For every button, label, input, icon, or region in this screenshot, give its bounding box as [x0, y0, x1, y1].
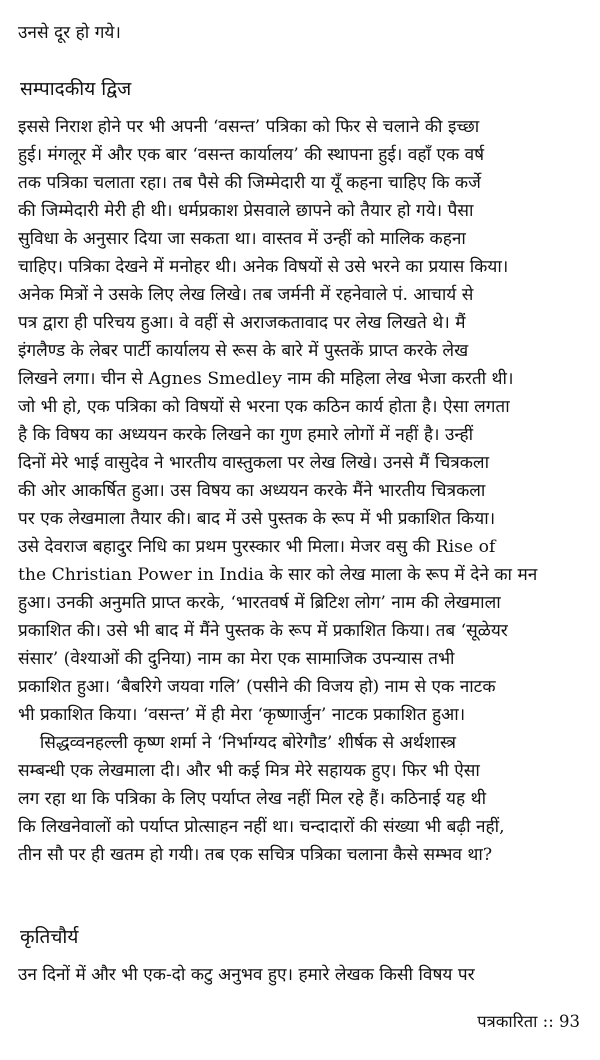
- text-line: उन दिनों में और भी एक-दो कटु अनुभव हुए। हमारे लेखक किसी विषय पर: [18, 965, 475, 985]
- text-line: तीन सौ पर ही खतम हो गयी। तब एक सचित्र पत्रिका चलाना कैसे सम्भव था?: [18, 845, 493, 865]
- section-heading-sampadakiya: सम्पादकीय द्विज: [20, 78, 132, 100]
- text-line: सुविधा के अनुसार दिया जा सकता था। वास्तव में उन्हीं को मालिक कहना: [18, 229, 466, 249]
- text-line: हुई। मंगलूर में और एक बार ‘वसन्त कार्यालय’ की स्थापना हुई। वहाँ एक वर्ष: [18, 145, 485, 165]
- text-line: अनेक मित्रों ने उसके लिए लेख लिखे। तब जर्मनी में रहनेवाले पं. आचार्य से: [18, 285, 474, 305]
- text-line: इससे निराश होने पर भी अपनी ‘वसन्त’ पत्रिका को फिर से चलाने की इच्छा: [18, 117, 480, 137]
- opening-line: उनसे दूर हो गये।: [18, 23, 121, 43]
- text-line: इंगलैण्ड के लेबर पार्टी कार्यालय से रूस के बारे में पुस्तकें प्राप्त करके लेख: [18, 341, 469, 361]
- text-line: सम्बन्धी एक लेखमाला दी। और भी कई मित्र मेरे सहायक हुए। फिर भी ऐसा: [18, 761, 480, 781]
- page-footer: पत्रकारिता :: 93: [477, 1012, 580, 1031]
- text-line: जो भी हो, एक पत्रिका को विषयों से भरना एक कठिन कार्य होता है। ऐसा लगता: [18, 397, 510, 417]
- text-line: हुआ। उनकी अनुमति प्राप्त करके, ‘भारतवर्ष में ब्रिटिश लोग’ नाम की लेखमाला: [18, 593, 501, 613]
- text-line: लिखने लगा। चीन से Agnes Smedley नाम की महिला लेख भेजा करती थी।: [18, 369, 514, 389]
- text-line: पर एक लेखमाला तैयार की। बाद में उसे पुस्तक के रूप में भी प्रकाशित किया।: [18, 509, 496, 529]
- text-line: चाहिए। पत्रिका देखने में मनोहर थी। अनेक विषयों से उसे भरने का प्रयास किया।: [18, 257, 509, 277]
- text-line: भी प्रकाशित किया। ‘वसन्त’ में ही मेरा ‘कृष्णार्जुन’ नाटक प्रकाशित हुआ।: [18, 705, 466, 725]
- text-line: की ओर आकर्षित हुआ। उस विषय का अध्ययन करके मैंने भारतीय चित्रकला: [18, 481, 486, 501]
- text-line: प्रकाशित हुआ। ‘बैबरिगे जयवा गलि’ (पसीने की विजय हो) नाम से एक नाटक: [18, 677, 496, 697]
- text-line: तक पत्रिका चलाता रहा। तब पैसे की जिम्मेदारी या यूँ कहना चाहिए कि कर्जे: [18, 173, 481, 193]
- text-line: लग रहा था कि पत्रिका के लिए पर्याप्त लेख नहीं मिल रहे हैं। कठिनाई यह थी: [18, 789, 487, 809]
- text-line: है कि विषय का अध्ययन करके लिखने का गुण हमारे लोगों में नहीं है। उन्हीं: [18, 425, 474, 445]
- text-line: कि लिखनेवालों को पर्याप्त प्रोत्साहन नहीं था। चन्दादारों की संख्या भी बढ़ी नहीं,: [18, 817, 505, 837]
- section-heading-kritichaurya: कृतिचौर्य: [20, 926, 79, 948]
- text-line: पत्र द्वारा ही परिचय हुआ। वे वहीं से अराजकतावाद पर लेख लिखते थे। मैं: [18, 313, 466, 333]
- text-line: प्रकाशित की। उसे भी बाद में मैंने पुस्तक के रूप में प्रकाशित किया। तब ‘सूळेयर: [18, 621, 508, 641]
- text-line: दिनों मेरे भाई वासुदेव ने भारतीय वास्तुकला पर लेख लिखे। उनसे मैं चित्रकला: [18, 453, 490, 473]
- text-line: उसे देवराज बहादुर निधि का प्रथम पुरस्कार भी मिला। मेजर वसु की Rise of: [18, 537, 496, 557]
- text-line: संसार’ (वेश्याओं की दुनिया) नाम का मेरा एक सामाजिक उपन्यास तभी: [18, 649, 455, 669]
- text-line: the Christian Power in India के सार को लेख माला के रूप में देने का मन: [18, 565, 538, 585]
- text-line: की जिम्मेदारी मेरी ही थी। धर्मप्रकाश प्रेसवाले छापने को तैयार हो गये। पैसा: [18, 201, 474, 221]
- text-line-indented: सिद्धव्वनहल्ली कृष्ण शर्मा ने ‘निर्भाग्यद बोरेगौड’ शीर्षक से अर्थशास्त्र: [18, 733, 457, 753]
